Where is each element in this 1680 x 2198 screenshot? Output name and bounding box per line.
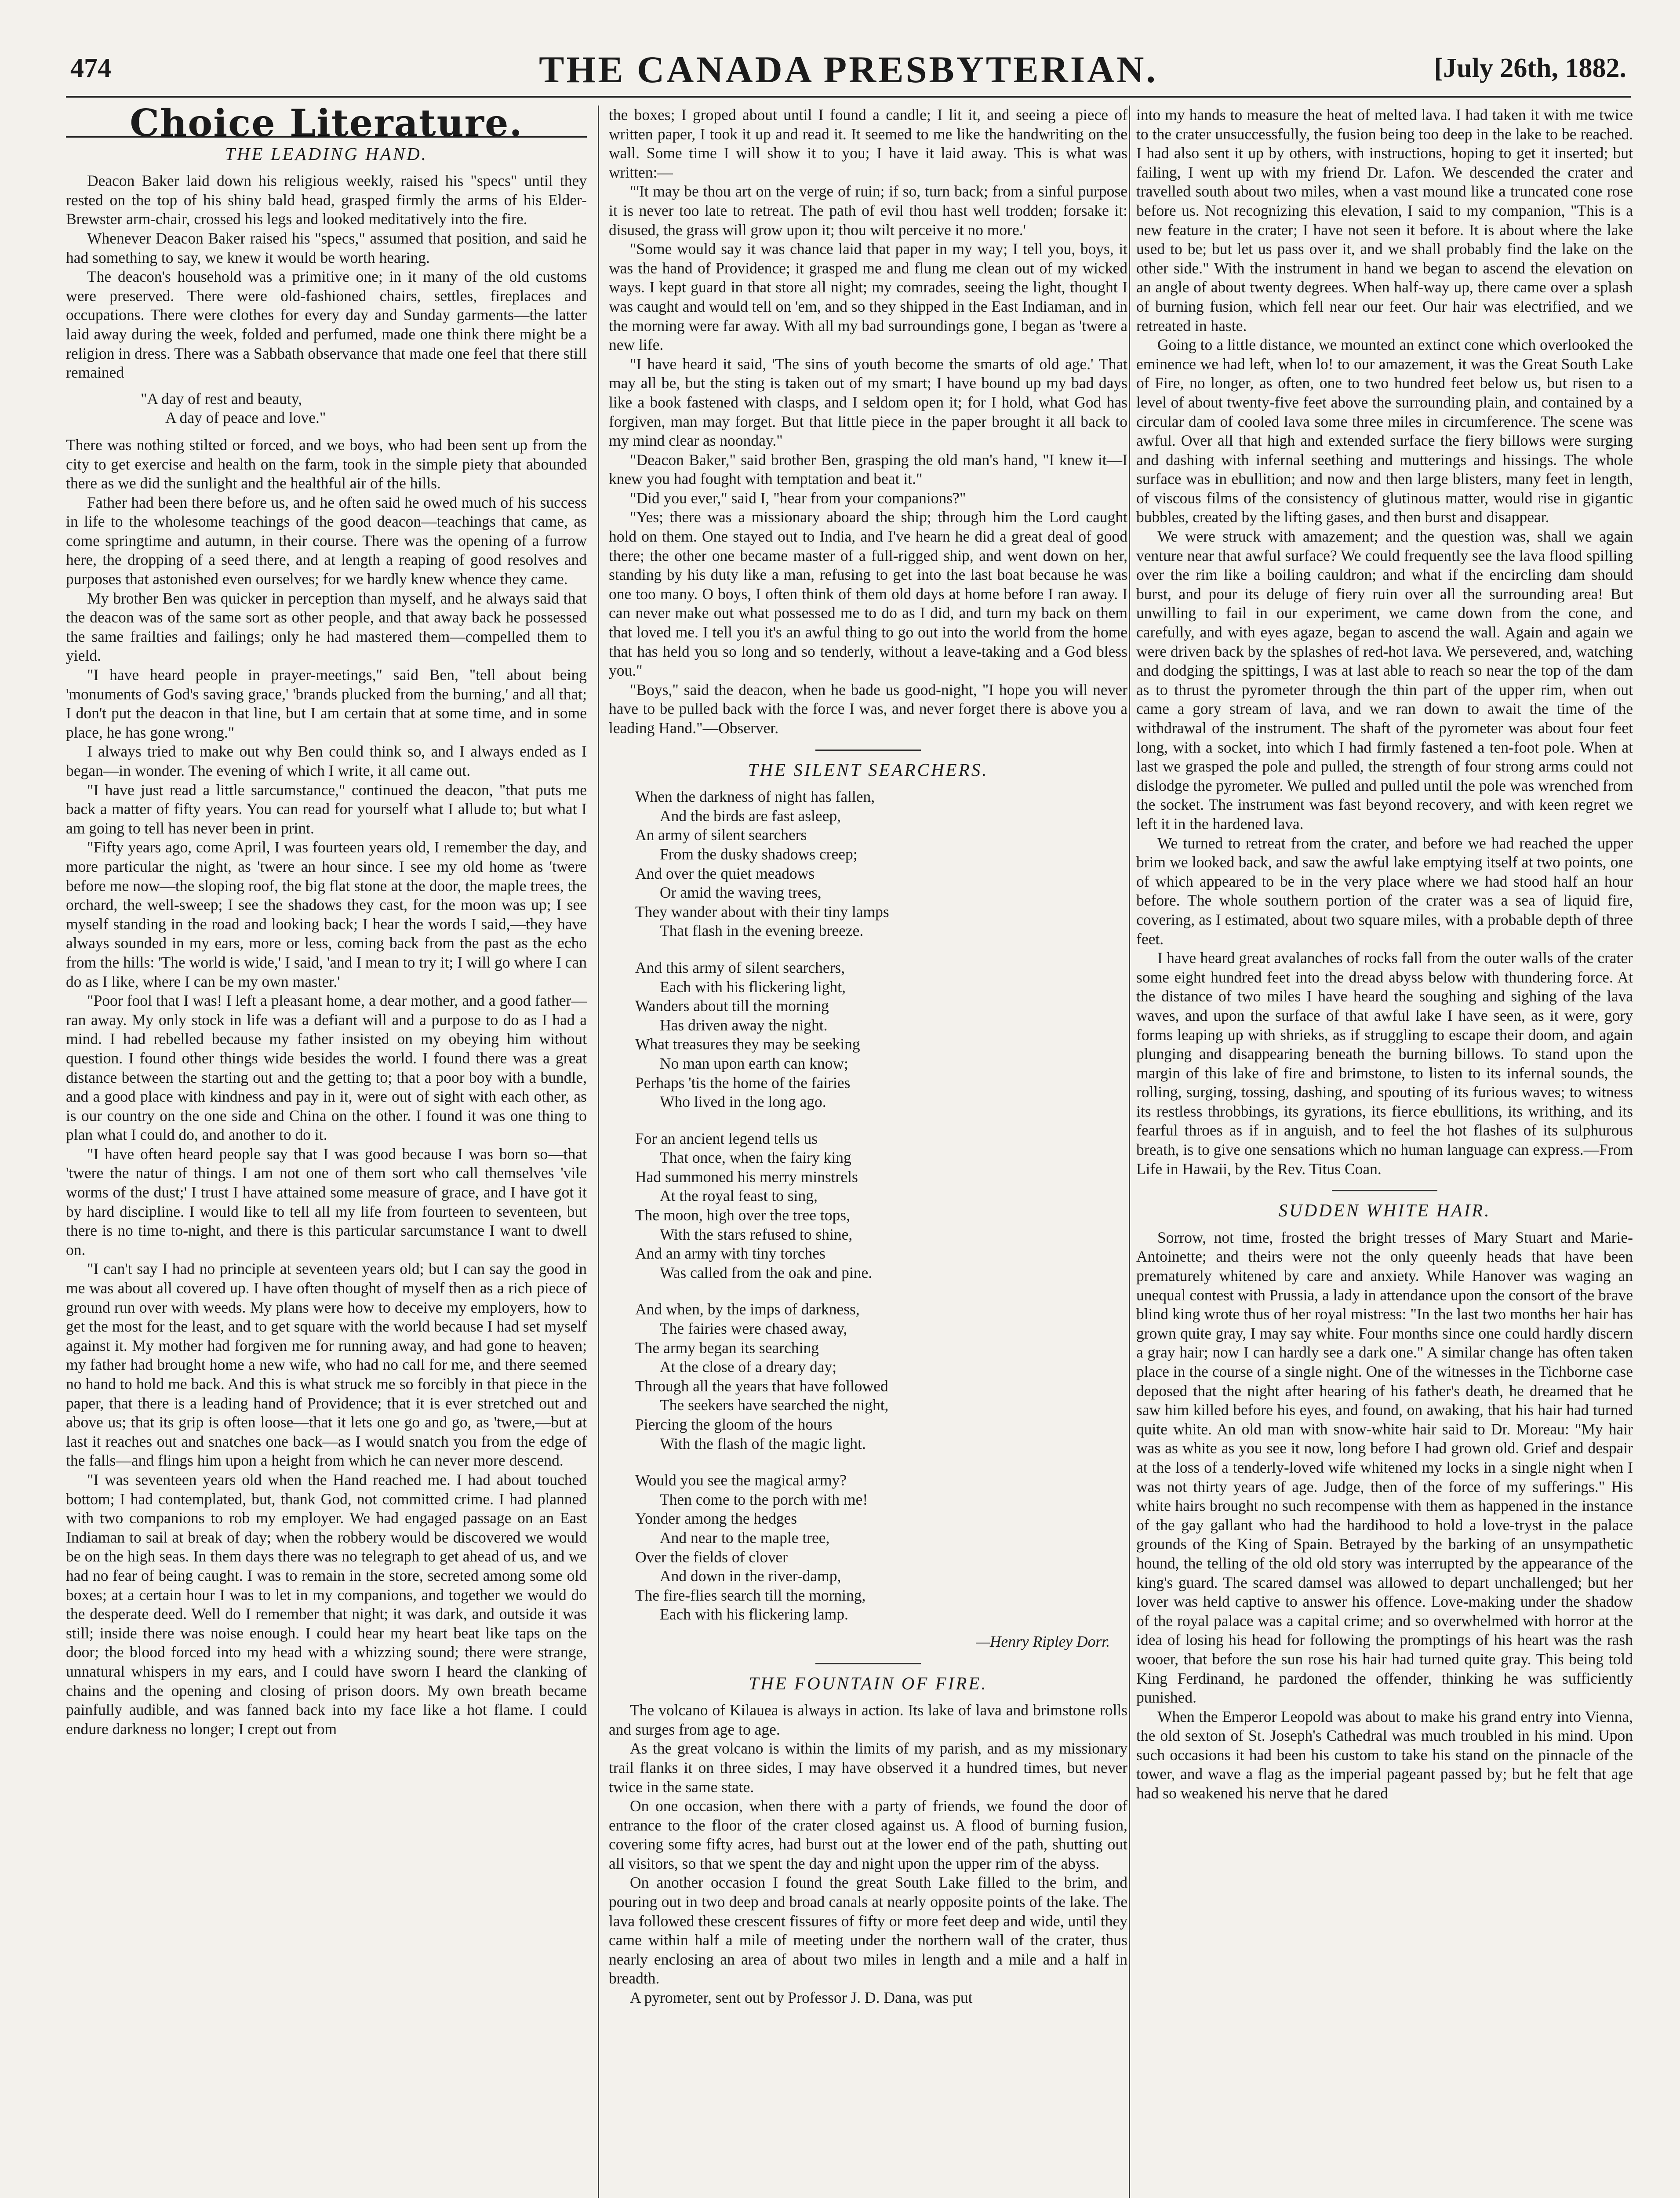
paragraph: "I have just read a little sarcumstance," continued the deacon, "that puts me back a matter of fifty years. You can read for yourself what I allude to; but what I am going to tell has never been in print.	[66, 781, 587, 837]
paragraph: into my hands to measure the heat of melted lava. I had taken it with me twice to the crater unsuccessfully, the fusion being too deep in the lake to be reached. I had also sent it up by others, with instructions, hoping to get it inserted; but failing, I went up with my friend Dr. Lafon. We descended the crater and travelled south about two miles, when a vast mound like a truncated cone rose before us. Not recognizing this elevation, I said to my companion, "This is a new feature in the crater; I have not seen it before. It is about where the lake used to be; but let us pass over it, and we shall probably find the lake on the other side." With the instrument in hand we began to ascend the elevation on an angle of about twenty degrees. When half-way up, there came over a splash of burning fusion, which fell near our feet. Our hair was electrified, and we retreated in haste.	[1136, 106, 1633, 335]
verse-line: And this army of silent searchers,	[635, 958, 845, 976]
verse-line: Yonder among the hedges	[635, 1510, 797, 1528]
article-divider	[815, 750, 921, 751]
verse-line: What treasures they may be seeking	[635, 1035, 860, 1053]
article-divider	[1332, 1190, 1437, 1191]
verse-line: Then come to the porch with me!	[660, 1490, 868, 1508]
poem-stanza	[635, 787, 1127, 941]
verse-line: And when, by the imps of darkness,	[635, 1300, 860, 1318]
paragraph: Whenever Deacon Baker raised his "specs," assumed that position, and said he had something to say, we knew it would be worth hearing.	[66, 229, 587, 266]
verse-line: Had summoned his merry minstrels	[635, 1168, 858, 1186]
paragraph: Going to a little distance, we mounted an extinct cone which overlooked the eminence we had left, when lo! to our amazement, it was the Great South Lake of Fire, no longer, as often, one to two hundred feet below us, but risen to a level of about twenty-five feet above the surrounding plain, and contained by a circular dam of cooled lava some three miles in circumference. The scene was awful. Over all that high and extended surface the fiery billows were surging and dashing with infernal seething and mutterings and hissings. The whole surface was in ebullition; and now and then large blisters, many feet in length, of viscous films of the consistency of glutinous matter, would rise in gigantic bubbles, created by the lifting gases, and then burst and disappear.	[1136, 336, 1633, 526]
verse-line: That once, when the fairy king	[660, 1149, 851, 1167]
verse-line: For an ancient legend tells us	[635, 1129, 818, 1147]
poem-stanza	[635, 1300, 1127, 1453]
paragraph: "I was seventeen years old when the Hand reached me. I had about touched bottom; I had contemplated, but, thank God, not committed crime. I had planned with two companions to rob my employer. We had engaged passage on an East Indiaman to sail at break of day; when the robbery would be discovered we would be on the high seas. In them days there was no telegraph to get ahead of us, and we had no fear of being caught. I was to remain in the store, secreted among some old boxes; at a certain hour I was to let in my companions, and together we would do the desperate deed. Well do I remember that night; it was dark, and outside it was still; inside there was noise enough. I could hear my heart beat like taps on the door; the blood forced into my head with a whizzing sound; there were strange, unnatural whispers in my ears, and I could have sworn I heard the clanking of chains and the opening and closing of prison doors. My own breath became painfully audible, and was fanned back into my face like a hot flame. I could endure darkness no longer; I crept out from	[66, 1470, 587, 1738]
paragraph: "Some would say it was chance laid that paper in my way; I tell you, boys, it was the hand of Providence; it grasped me and flung me clean out of my wicked ways. I kept guard in that store all night; my comrades, seeing the light, thought I was caught and would tell on 'em, and so they shipped in the East Indiaman, and in the morning were far away. With all my bad surroundings gone, I began as 'twere a new life.	[609, 240, 1127, 354]
paragraph: "I have heard it said, 'The sins of youth become the smarts of old age.' That may all be, but the sting is taken out of my smart; I have bound up my bad days like a book fastened with clasps, and I seldom open it; for I hold, what God has forgiven, man may forget. But that little piece in the paper brought it all back to my mind clear as noonday."	[609, 355, 1127, 450]
column-divider	[1129, 106, 1130, 2198]
paragraph: A pyrometer, sent out by Professor J. D. Dana, was put	[630, 1989, 973, 2007]
verse-line: The fire-flies search till the morning,	[635, 1586, 866, 1604]
masthead-rule	[66, 96, 1631, 98]
article-divider	[815, 1663, 921, 1664]
article-title-silent-searchers: THE SILENT SEARCHERS.	[748, 759, 989, 780]
paragraph: On another occasion I found the great South Lake filled to the brim, and pouring out in two deep and broad canals at nearly opposite points of the lake. The lava followed these crescent fissures of fifty or more feet deep and wide, until they came within half a mile of meeting under the northern wall of the crater, thus nearly enclosing an area of about two miles in length and a mile and a half in breadth.	[609, 1874, 1127, 1987]
paragraph: Sorrow, not time, frosted the bright tresses of Mary Stuart and Marie-Antoinette; and theirs were not the only queenly heads that have been prematurely whitened by care and anxiety. While Hanover was waging an unequal contest with Prussia, a lady in attendance upon the consort of the brave blind king wrote thus of her royal mistress: "In the last two months her hair has grown quite gray, I may say white. Four months since one could hardly discern a gray hair; now I can hardly see a dark one." A similar change has often taken place in the course of a single night. One of the witnesses in the Tichborne case deposed that the night after hearing of his father's death, he dreamed that he saw him killed before his eyes, and found, on awaking, that his hair had turned quite white. An old man with snow-white hair said to Dr. Moreau: "My hair was as white as you see it now, long before I had grown old. Grief and despair at the loss of a tenderly-loved wife whitened my locks in a single night when I was not thirty years of age. Judge, then of the force of my sufferings." His white hairs brought no such recompense with them as happened in the instance of the gay gallant who had the hardihood to hold a love-tryst in the palace grounds of the King of Spain. Betrayed by the barking of an unsympathetic hound, the telling of the old old story was interrupted by the appearance of the king's guard. The scared damsel was allowed to depart unchallenged; but her lover was held captive to answer his offence. Love-making under the shadow of the royal palace was a capital crime; and so overwhelmed with horror at the idea of losing his head for following the promptings of his heart was the rash wooer, that before the sun rose his hair had turned quite gray. This being told King Ferdinand, he pardoned the offender, thinking he was sufficiently punished.	[1136, 1228, 1633, 1707]
verse-line: Perhaps 'tis the home of the fairies	[635, 1074, 851, 1092]
poem-stanza	[635, 958, 1127, 1112]
verse-line: When the darkness of night has fallen,	[635, 788, 875, 806]
verse-line: And the birds are fast asleep,	[660, 807, 841, 825]
verse-line: Has driven away the night.	[660, 1016, 828, 1034]
paragraph: "Fifty years ago, come April, I was fourteen years old, I remember the day, and more particular the night, as 'twere an hour since. I see my old home as 'twere before me now—the sloping roof, the big flat stone at the door, the maple trees, the orchard, the well-sweep; I see the shadows they cast, for the moon was up; I see myself standing in the road and looking back; I hear the words I said,—they have always sounded in my ears, more or less, coming back from the past as the echo from the hills: 'The world is wide,' I said, 'and I mean to try it; I will go where I can do as I like, where I can be my own master.'	[66, 838, 587, 990]
verse-line: Over the fields of clover	[635, 1548, 788, 1566]
verse-line: At the royal feast to sing,	[660, 1187, 818, 1205]
paragraph: I always tried to make out why Ben could think so, and I always ended as I began—in wonder. The evening of which I write, it all came out.	[66, 742, 587, 779]
article-title-sudden-white-hair: SUDDEN WHITE HAIR.	[1278, 1200, 1491, 1221]
paragraph: The deacon's household was a primitive one; in it many of the old customs were preserved. There were old-fashioned chairs, settles, fireplaces and occupations. There were clothes for every day and Sunday garments—the latter laid away during the week, folded and perfumed, made one think there might be a religion in dress. There was a Sabbath observance that made one feel that there still remained	[66, 268, 587, 382]
verse-line: That flash in the evening breeze.	[660, 922, 864, 940]
poem-silent-searchers	[635, 787, 1127, 1624]
verse-line: And an army with tiny torches	[635, 1245, 825, 1263]
verse-line: From the dusky shadows creep;	[660, 845, 858, 863]
column-3	[1136, 106, 1633, 2198]
page-number: 474	[70, 53, 111, 83]
verse-line: Who lived in the long ago.	[660, 1093, 826, 1111]
verse-line: An army of silent searchers	[635, 826, 807, 844]
verse-line: Each with his flickering light,	[660, 978, 846, 996]
paragraph: "I have often heard people say that I was good because I was born so—that 'twere the natur of things. I am not one of them sort who call themselves 'vile worms of the dust;' I trust I have attained some measure of grace, and I have got it by hard discipline. I would like to tell all my life from fourteen to seventeen, but there is no time to-night, and there is this particular sarcumstance I want to dwell on.	[66, 1145, 587, 1259]
verse-line: No man upon earth can know;	[660, 1054, 848, 1072]
verse-line: With the flash of the magic light.	[660, 1434, 866, 1452]
paragraph: Father had been there before us, and he often said he owed much of his success in life to the wholesome teachings of the good deacon—teachings that came, as come springtime and autumn, in their course. There was the opening of a furrow here, the dropping of a seed there, and at length a reaping of good resolves and purposes that astonished even ourselves; for we hardly knew whence they came.	[66, 493, 587, 588]
verse-line: And over the quiet meadows	[635, 864, 815, 882]
column-2	[609, 106, 1127, 2198]
verse-line: Would you see the magical army?	[635, 1471, 847, 1489]
paragraph: "I can't say I had no principle at seventeen years old; but I can say the good in me was about all covered up. I have often thought of myself then as a rich piece of ground run over with weeds. My plans were how to deceive my employers, how to get the most for the least, and to get square with the world because I had set myself against it. My mother had forgiven me for running away, and had gone to heaven; my father had brought home a new wife, who had no call for me, and there seemed no hand to hold me back. And this is what struck me so forcibly in that piece in the paper, that there is a leading hand of Providence; that it is ever stretched out and above us; that its grip is often loose—that it lets one go and go, as 'twere,—but at last it reaches out and snatches one back—as I would snatch you from the edge of the falls—and flings him upon a height from which he can never more descend.	[66, 1260, 587, 1470]
paragraph: "'It may be thou art on the verge of ruin; if so, turn back; from a sinful purpose it is never too late to retreat. The path of evil thou hast well trodden; forsake it: disused, the grass will grow upon it; thou wilt perceive it no more.'	[609, 182, 1127, 239]
paragraph: There was nothing stilted or forced, and we boys, who had been sent up from the city to get exercise and health on the farm, took in the simple piety that abounded there as we did the sunlight and the healthful air of the hills.	[66, 436, 587, 492]
poem-byline: —Henry Ripley Dorr.	[976, 1632, 1110, 1650]
poem-stanza	[635, 1471, 1127, 1624]
verse-line: A day of peace and love."	[165, 409, 326, 427]
verse-line: And near to the maple tree,	[660, 1528, 830, 1547]
paragraph: We were struck with amazement; and the question was, shall we again venture near that awful surface? We could frequently see the lava flood spilling over the rim like a boiling cauldron; and what if the encircling dam should burst, and pour its deluge of fiery ruin over all the surrounding area! But unwilling to fail in our experiment, we came down from the cone, and carefully, and with eyes agaze, began to ascend the wall. Again and again we were driven back by the splashes of red-hot lava. We persevered, and, watching and dodging the spittings, I was at last able to reach so near the top of the dam as to thrust the pyrometer through the thin part of the upper rim, when out came a gory stream of lava, and we ran down to await the time of the withdrawal of the instrument. The shaft of the pyrometer was about four feet long, with a socket, into which I had firmly fastened a ten-foot pole. When at last we grasped the pole and pulled, the strength of four strong arms could not dislodge the pyrometer. We pulled and pulled until the pole was wrenched from the socket. The instrument was fast beyond recovery, and with keen regret we left it in the hardened lava.	[1136, 528, 1633, 833]
paragraph: "Boys," said the deacon, when he bade us good-night, "I hope you will never have to be pulled back with the force I was, and never forget there is above you a leading Hand."—Observer.	[609, 681, 1127, 737]
verse-line: "A day of rest and beauty,	[141, 389, 302, 408]
paragraph: We turned to retreat from the crater, and before we had reached the upper brim we looked back, and saw the awful lake emptying itself at two points, one of which appeared to be in the very place where we had stood half an hour before. The whole southern portion of the crater was a sea of liquid fire, covering, as I estimated, about two square miles, with a probable depth of three feet.	[1136, 834, 1633, 948]
article-title-leading-hand: THE LEADING HAND.	[225, 143, 428, 164]
verse-line: The army began its searching	[635, 1339, 819, 1357]
paragraph: "Deacon Baker," said brother Ben, grasping the old man's hand, "I knew it—I knew you had fought with temptation and beat it."	[609, 451, 1127, 488]
paragraph: My brother Ben was quicker in perception than myself, and he always said that the deacon was of the same sort as other people, and that away back he possessed the same frailties and failings; only he had mastered them—compelled them to yield.	[66, 589, 587, 665]
paragraph: "I have heard people in prayer-meetings," said Ben, "tell about being 'monuments of God's saving grace,' 'brands plucked from the burning,' and all that; I don't put the deacon in that line, but I am certain that at some time, and in some place, he has gone wrong."	[66, 666, 587, 741]
paragraph: Deacon Baker laid down his religious weekly, raised his "specs" until they rested on the top of his shiny bald head, grasped firmly the arms of his Elder-Brewster arm-chair, crossed his legs and looked meditatively into the fire.	[66, 172, 587, 228]
verse-line: The seekers have searched the night,	[660, 1396, 889, 1414]
poem-stanza	[635, 1129, 1127, 1283]
verse-line: Through all the years that have followed	[635, 1377, 888, 1395]
verse-line: Piercing the gloom of the hours	[635, 1416, 833, 1433]
verse-line: With the stars refused to shine,	[660, 1225, 853, 1243]
verse-line: At the close of a dreary day;	[660, 1358, 837, 1376]
article-title-fountain-of-fire: THE FOUNTAIN OF FIRE.	[749, 1673, 988, 1693]
column-1	[66, 106, 587, 2198]
verse-line: Or amid the waving trees,	[660, 884, 822, 902]
paragraph: "Poor fool that I was! I left a pleasant home, a dear mother, and a good father—ran away. My only stock in life was a defiant will and a purpose to do as I had a mind. I had rebelled because my father insisted on my obeying him without question. I found other things wide besides the world. I found there was a great distance between the starting out and the getting to; that a poor boy with a bundle, and a good place with kindness and pay in it, were out of sight with each other, as is our country on the one side and China on the other. I found it was one thing to plan what I could do, and another to do it.	[66, 992, 587, 1144]
verse-line: They wander about with their tiny lamps	[635, 902, 889, 921]
newspaper-title: THE CANADA PRESBYTERIAN.	[539, 48, 1158, 91]
verse-line: Was called from the oak and pine.	[660, 1263, 873, 1281]
section-title: Choice Literature.	[130, 106, 523, 145]
verse-line: And down in the river-damp,	[660, 1567, 841, 1585]
verse-line: The moon, high over the tree tops,	[635, 1206, 850, 1224]
column-divider	[598, 106, 599, 2198]
paragraph: As the great volcano is within the limits of my parish, and as my missionary trail flanks it on three sides, I may have observed it a hundred times, but never twice in the same state.	[609, 1739, 1127, 1796]
verse-line: Wanders about till the morning	[635, 997, 829, 1015]
paragraph: When the Emperor Leopold was about to make his grand entry into Vienna, the old sexton of St. Joseph's Cathedral was much troubled in his mind. Upon such occasions it had been his custom to take his stand on the pinnacle of the tower, and wave a flag as the imperial pageant passed by; but he felt that age had so weakened his nerve that he dared	[1136, 1707, 1633, 1802]
quoted-verse	[141, 389, 587, 428]
paragraph: the boxes; I groped about until I found a candle; I lit it, and seeing a piece of written paper, I took it up and read it. It seemed to me like the handwriting on the wall. Some time I will show it to you; I have it laid away. This is what was written:—	[609, 106, 1127, 181]
verse-line: The fairies were chased away,	[660, 1320, 847, 1338]
masthead	[66, 47, 1631, 91]
paragraph: "Yes; there was a missionary aboard the ship; through him the Lord caught hold on them. One stayed out to India, and I've hearn he did a great deal of good there; the other one became master of a full-rigged ship, and went down on her, standing by his duty like a man, refusing to get into the last boat because he was one too many. O boys, I often think of them old days at home before I ran away. I can never make out what possessed me to do as I did, and turn my back on them that loved me. I tell you it's an awful thing to go out into the world from the home that has held you so long and so tenderly, without a leave-taking and a God bless you."	[609, 508, 1127, 680]
paragraph: The volcano of Kilauea is always in action. Its lake of lava and brimstone rolls and surges from age to age.	[609, 1701, 1127, 1738]
issue-date: [July 26th, 1882.	[1434, 53, 1626, 83]
paragraph: I have heard great avalanches of rocks fall from the outer walls of the crater some eight hundred feet into the dread abyss below with thundering force. At the distance of two miles I have heard the soughing and sighing of the lava waves, and upon the surface of that awful lake I have seen, as it were, gory forms leaping up with shrieks, as if struggling to escape their doom, and again plunging and disappearing beneath the burning billows. To stand upon the margin of this lake of fire and brimstone, to listen to its infernal sounds, the rolling, surging, tossing, dashing, and spouting of its furious waves; to witness its restless throbbings, its gyrations, its fierce ebullitions, its writhing, and its fearful throes as if in anguish, and to feel the hot flashes of its sulphurous breath, is to give one sensations which no human language can express.—From Life in Hawaii, by the Rev. Titus Coan.	[1136, 949, 1633, 1178]
paragraph: On one occasion, when there with a party of friends, we found the door of entrance to the floor of the crater closed against us. A flood of burning fusion, covering some fifty acres, had burst out at the lower end of the path, shutting out all visitors, so that we spent the day and night upon the upper rim of the abyss.	[609, 1797, 1127, 1872]
paragraph: "Did you ever," said I, "hear from your companions?"	[630, 489, 966, 507]
verse-line: Each with his flickering lamp.	[660, 1605, 848, 1623]
